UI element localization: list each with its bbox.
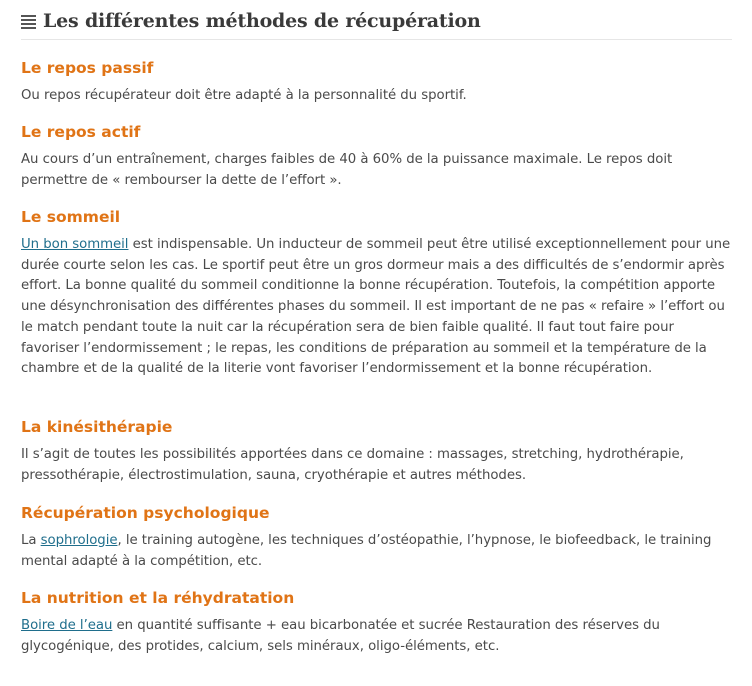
section-text [21, 616, 733, 657]
section-kinesitherapie [21, 417, 733, 486]
section-heading: La kinésithérapie [21, 418, 173, 436]
title-bar [21, 6, 732, 40]
link-boire-eau[interactable]: Boire de l’eau [21, 618, 113, 633]
section-text-body: est indispensable. Un inducteur de sommeil peut être utilisé exceptionnellement pour une durée courte selon les cas. Le sportif peut être un gros dormeur mais a des difficultés de s’endormir après effort. La bonne qualité du sommeil conditionne la bonne récupération. Toutefois, la compétition apporte une désynchronisation des différentes phases du sommeil. Il est important de ne pas « refaire » l’effort ou le match pendant toute la nuit car la récupération sera de bien faible qualité. Il faut tout faire pour favoriser l’endormissement ; le repas, les conditions de préparation au sommeil et la température de la chambre et de la qualité de la literie vont favoriser l’endormissement et la bonne récupération. [21, 237, 731, 377]
section-recuperation-psychologique [21, 503, 733, 572]
section-heading: Le repos passif [21, 59, 154, 77]
section-text-prefix: La [21, 533, 41, 548]
section-text: Il s’agit de toutes les possibilités apportées dans ce domaine : massages, stretching, hydrothérapie, pressothérapie, électrostimulation, sauna, cryothérapie et autres méthodes. [21, 447, 684, 483]
section-nutrition-rehydratation [21, 588, 733, 657]
section-text [21, 235, 733, 380]
list-lines-icon [21, 14, 36, 29]
section-heading: Le repos actif [21, 123, 141, 141]
section-heading: Récupération psychologique [21, 504, 270, 522]
section-text [21, 531, 733, 572]
section-text: Ou repos récupérateur doit être adapté à la personnalité du sportif. [21, 88, 467, 103]
section-text-body: , le training autogène, les techniques d’ostéopathie, l’hypnose, le biofeedback, le training mental adapté à la compétition, etc. [21, 533, 712, 569]
section-repos-actif [21, 122, 733, 191]
link-sophrologie[interactable]: sophrologie [40, 533, 118, 548]
section-text-body: en quantité suffisante + eau bicarbonatée et sucrée Restauration des réserves du glycogénique, des protides, calcium, sels minéraux, oligo-éléments, etc. [21, 618, 660, 654]
link-bon-sommeil[interactable]: Un bon sommeil [21, 237, 129, 252]
section-text: Au cours d’un entraînement, charges faibles de 40 à 60% de la puissance maximale. Le repos doit permettre de « rembourser la dette de l’effort ». [21, 152, 673, 188]
section-repos-passif [21, 58, 733, 107]
section-sommeil [21, 207, 733, 380]
section-heading: Le sommeil [21, 208, 121, 226]
section-heading: La nutrition et la réhydratation [21, 589, 295, 607]
page-title: Les différentes méthodes de récupération [43, 10, 481, 32]
